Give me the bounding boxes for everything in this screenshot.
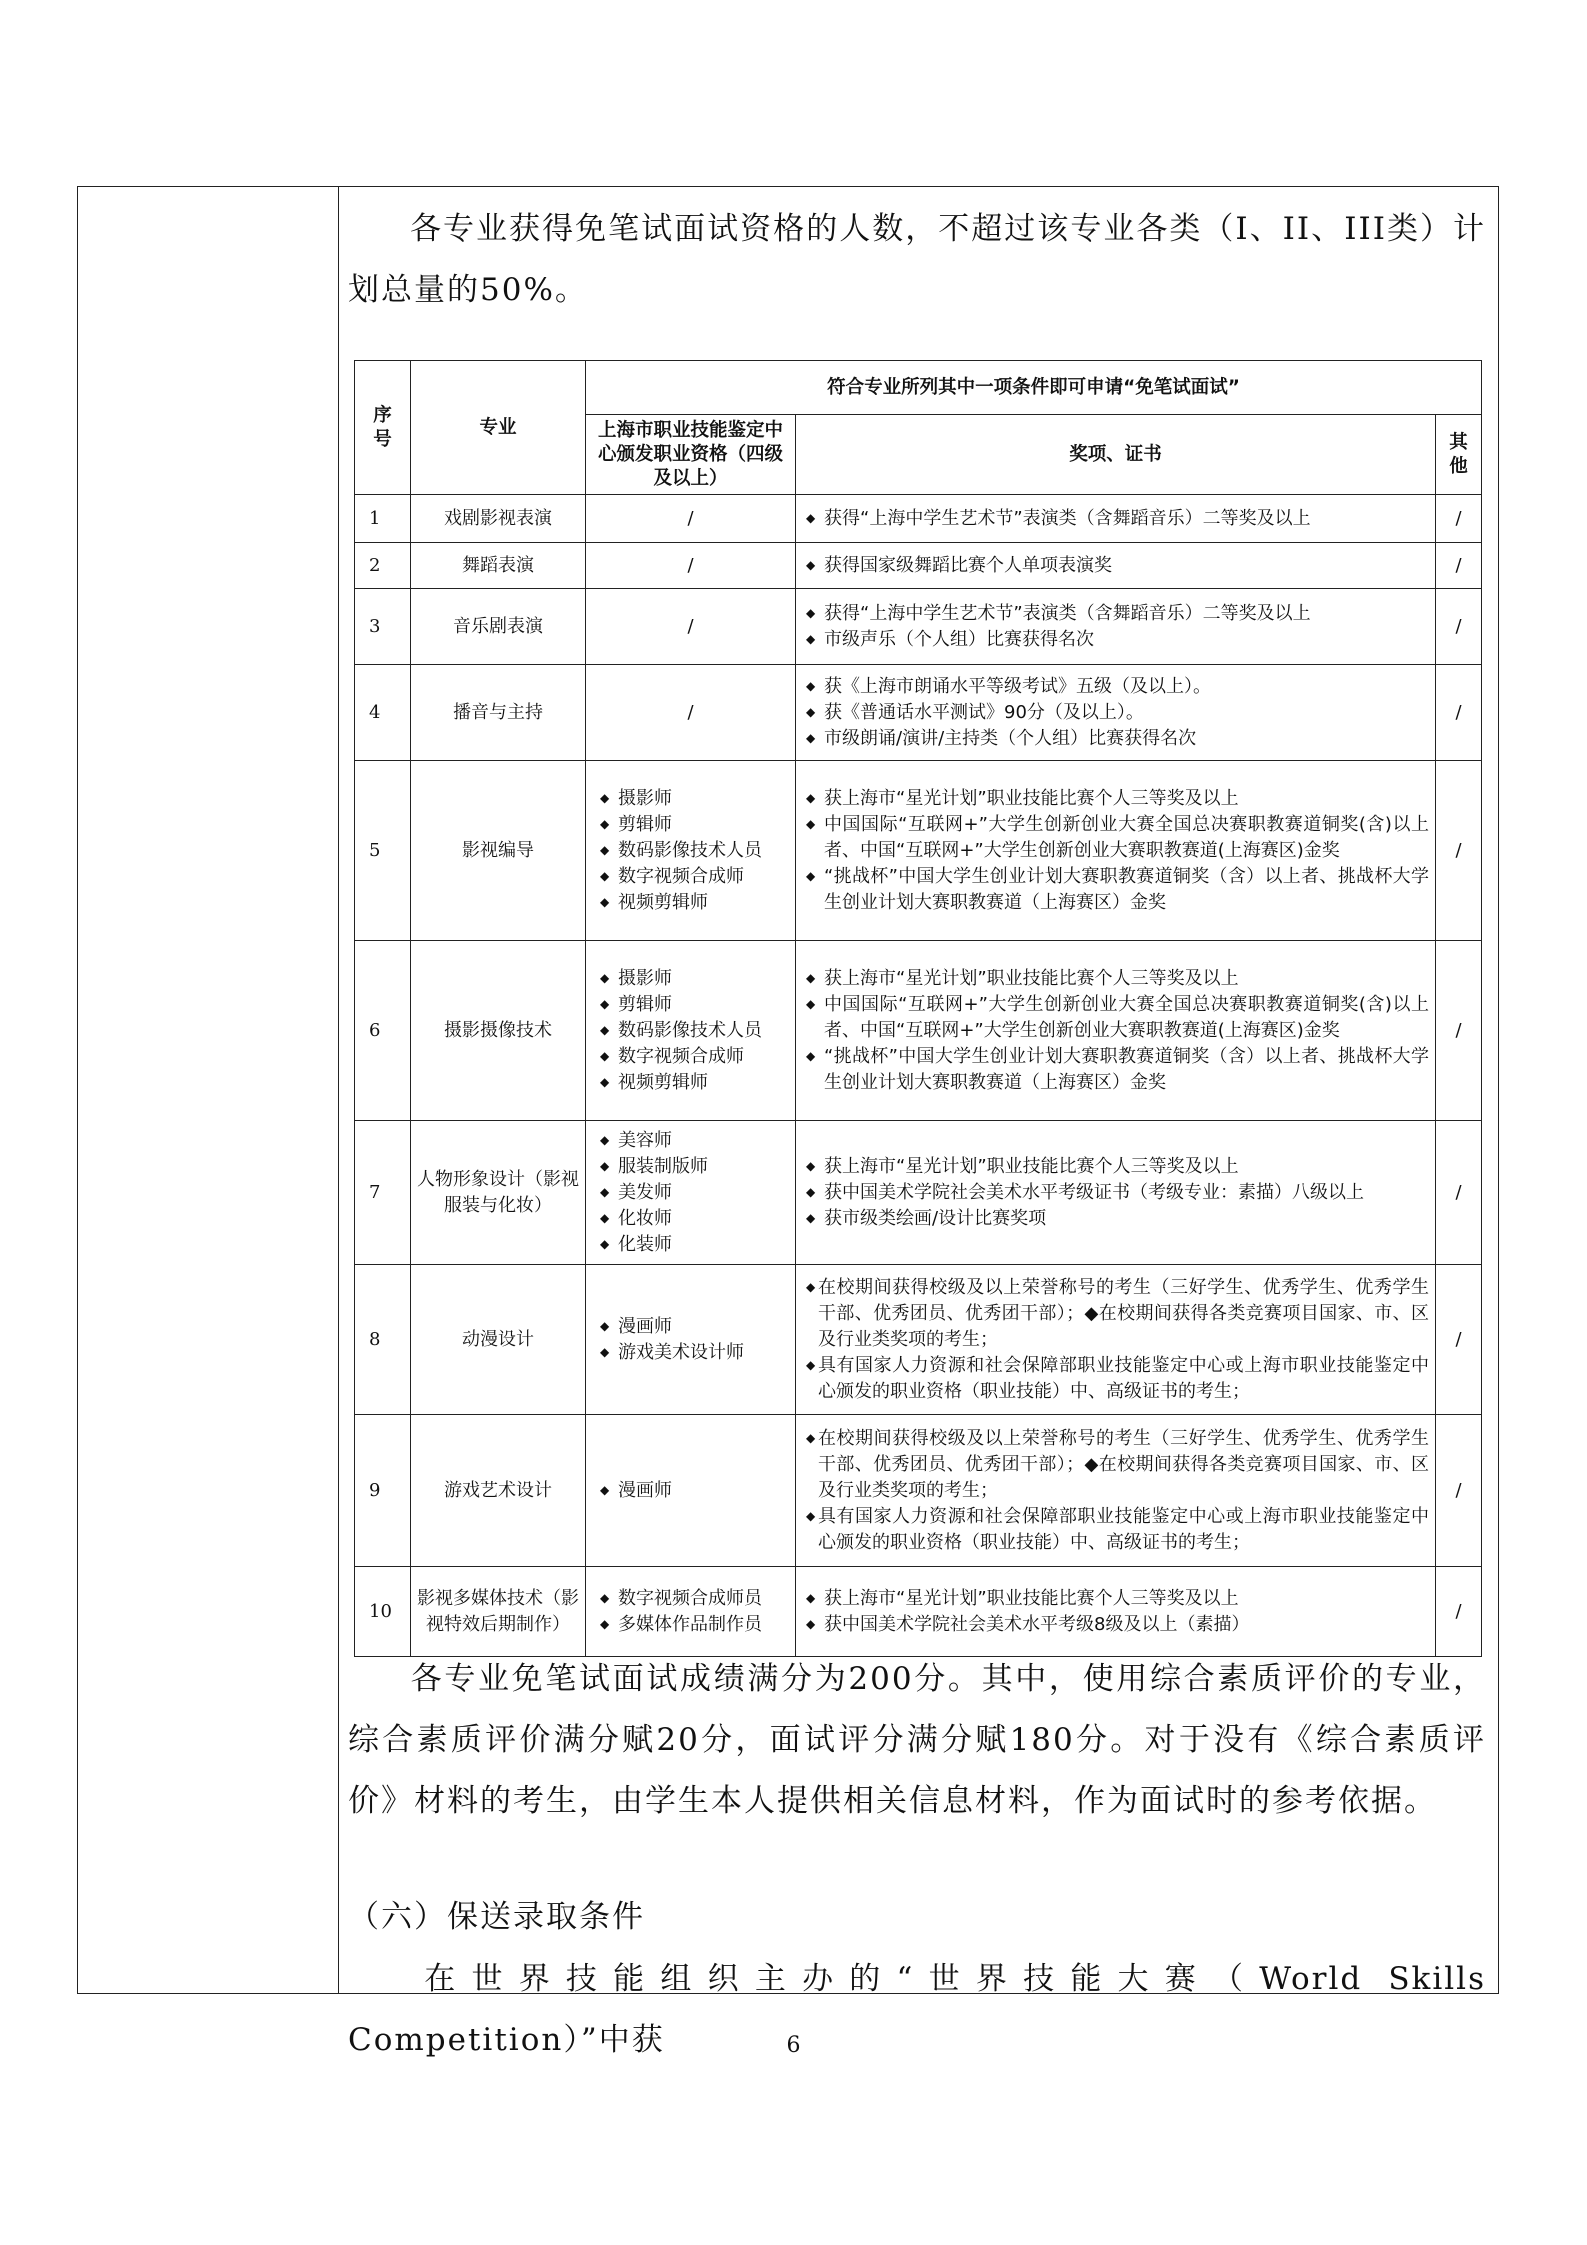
header-group: 符合专业所列其中一项条件即可申请“免笔试面试” xyxy=(586,361,1482,415)
section-heading: （六）保送录取条件 xyxy=(348,1899,645,1935)
qualification-list xyxy=(600,1314,789,1366)
row-major: 舞蹈表演 xyxy=(411,543,586,589)
list-item: ◆ 获得国家级舞蹈比赛个人单项表演奖 xyxy=(806,553,1429,579)
header-awards: 奖项、证书 xyxy=(796,415,1436,495)
list-item: ◆ 获《普通话水平测试》90分（及以上）。 xyxy=(806,700,1429,726)
row-other: / xyxy=(1436,665,1482,761)
list-item: ◆ 获中国美术学院社会美术水平考级8级及以上（素描） xyxy=(806,1612,1429,1638)
row-number: 2 xyxy=(355,543,411,589)
row-awards xyxy=(796,1415,1436,1567)
row-number: 7 xyxy=(355,1121,411,1265)
awards-list xyxy=(806,1275,1429,1405)
awards-list xyxy=(806,506,1429,532)
row-qualification xyxy=(586,1121,796,1265)
row-qualification xyxy=(586,1265,796,1415)
list-item: ◆ 获上海市“星光计划”职业技能比赛个人三等奖及以上 xyxy=(806,1154,1429,1180)
list-item: ◆ “挑战杯”中国大学生创业计划大赛职教赛道铜奖（含）以上者、挑战杯大学生创业计划大赛职教赛道（上海赛区）金奖 xyxy=(806,864,1429,916)
qualification-list xyxy=(600,786,789,916)
header-major: 专业 xyxy=(411,361,586,495)
list-item: ◆ 剪辑师 xyxy=(600,992,789,1018)
table-row xyxy=(355,589,1482,665)
table-row xyxy=(355,761,1482,941)
row-awards xyxy=(796,1567,1436,1657)
list-item: ◆ 视频剪辑师 xyxy=(600,1070,789,1096)
left-column-divider xyxy=(338,187,339,1993)
list-item: ◆ 获《上海市朗诵水平等级考试》五级（及以上）。 xyxy=(806,674,1429,700)
row-other: / xyxy=(1436,543,1482,589)
awards-list xyxy=(806,966,1429,1096)
table-body xyxy=(355,495,1482,1657)
row-number: 4 xyxy=(355,665,411,761)
list-item: ◆ 中国国际“互联网+”大学生创新创业大赛全国总决赛职教赛道铜奖(含)以上者、中国“互联网+”大学生创新创业大赛职教赛道(上海赛区)金奖 xyxy=(806,992,1429,1044)
table-row xyxy=(355,1265,1482,1415)
score-paragraph: 各专业免笔试面试成绩满分为200分。其中，使用综合素质评价的专业，综合素质评价满分赋20分，面试评分满分赋180分。对于没有《综合素质评价》材料的考生，由学生本人提供相关信息材料，作为面试时的参考依据。 xyxy=(348,1661,1486,1819)
qualification-list xyxy=(600,1478,789,1504)
header-qual: 上海市职业技能鉴定中心颁发职业资格（四级及以上） xyxy=(586,415,796,495)
row-other: / xyxy=(1436,589,1482,665)
row-number: 8 xyxy=(355,1265,411,1415)
list-item: ◆ 数字视频合成师 xyxy=(600,864,789,890)
row-number: 3 xyxy=(355,589,411,665)
list-item: ◆ 在校期间获得校级及以上荣誉称号的考生（三好学生、优秀学生、优秀学生干部、优秀团员、优秀团干部）；◆在校期间获得各类竞赛项目国家、市、区及行业类奖项的考生； xyxy=(806,1275,1429,1353)
list-item: ◆ 数字视频合成师员 xyxy=(600,1586,789,1612)
row-major: 戏剧影视表演 xyxy=(411,495,586,543)
awards-list xyxy=(806,1426,1429,1556)
table-row xyxy=(355,941,1482,1121)
qualification-list xyxy=(600,1128,789,1258)
row-awards xyxy=(796,495,1436,543)
page-number: 6 xyxy=(786,2033,801,2058)
list-item: ◆ 具有国家人力资源和社会保障部职业技能鉴定中心或上海市职业技能鉴定中心颁发的职业资格（职业技能）中、高级证书的考生； xyxy=(806,1353,1429,1405)
qualification-list xyxy=(600,1586,789,1638)
list-item: ◆ 摄影师 xyxy=(600,786,789,812)
row-number: 9 xyxy=(355,1415,411,1567)
list-item: ◆ 获上海市“星光计划”职业技能比赛个人三等奖及以上 xyxy=(806,786,1429,812)
list-item: ◆ 化妆师 xyxy=(600,1206,789,1232)
list-item: ◆ 获上海市“星光计划”职业技能比赛个人三等奖及以上 xyxy=(806,1586,1429,1612)
section-paragraph: 在世界技能组织主办的“世界技能大赛（World Skills Competition）”中获 xyxy=(348,1961,1486,2058)
list-item: ◆ 中国国际“互联网+”大学生创新创业大赛全国总决赛职教赛道铜奖(含)以上者、中国“互联网+”大学生创新创业大赛职教赛道(上海赛区)金奖 xyxy=(806,812,1429,864)
list-item: ◆ 服装制版师 xyxy=(600,1154,789,1180)
list-item: ◆ 美容师 xyxy=(600,1128,789,1154)
list-item: ◆ 视频剪辑师 xyxy=(600,890,789,916)
list-item: ◆ 美发师 xyxy=(600,1180,789,1206)
list-item: ◆ 市级声乐（个人组）比赛获得名次 xyxy=(806,627,1429,653)
row-major: 动漫设计 xyxy=(411,1265,586,1415)
row-qualification: / xyxy=(586,495,796,543)
list-item: ◆ 具有国家人力资源和社会保障部职业技能鉴定中心或上海市职业技能鉴定中心颁发的职业资格（职业技能）中、高级证书的考生； xyxy=(806,1504,1429,1556)
list-item: ◆ 获上海市“星光计划”职业技能比赛个人三等奖及以上 xyxy=(806,966,1429,992)
row-awards xyxy=(796,941,1436,1121)
row-number: 1 xyxy=(355,495,411,543)
row-awards xyxy=(796,665,1436,761)
row-number: 6 xyxy=(355,941,411,1121)
list-item: ◆ 数字视频合成师 xyxy=(600,1044,789,1070)
row-qualification: / xyxy=(586,543,796,589)
list-item: ◆ 数码影像技术人员 xyxy=(600,838,789,864)
table-row xyxy=(355,1567,1482,1657)
awards-list xyxy=(806,1586,1429,1638)
table-row xyxy=(355,1415,1482,1567)
list-item: ◆ “挑战杯”中国大学生创业计划大赛职教赛道铜奖（含）以上者、挑战杯大学生创业计划大赛职教赛道（上海赛区）金奖 xyxy=(806,1044,1429,1096)
row-number: 5 xyxy=(355,761,411,941)
row-major: 摄影摄像技术 xyxy=(411,941,586,1121)
row-qualification xyxy=(586,1567,796,1657)
qualification-list xyxy=(600,966,789,1096)
row-awards xyxy=(796,543,1436,589)
row-other: / xyxy=(1436,941,1482,1121)
row-major: 人物形象设计（影视服装与化妆） xyxy=(411,1121,586,1265)
row-awards xyxy=(796,761,1436,941)
list-item: ◆ 数码影像技术人员 xyxy=(600,1018,789,1044)
row-other: / xyxy=(1436,1415,1482,1567)
list-item: ◆ 获中国美术学院社会美术水平考级证书（考级专业：素描）八级以上 xyxy=(806,1180,1429,1206)
list-item: ◆ 获市级类绘画/设计比赛奖项 xyxy=(806,1206,1429,1232)
row-other: / xyxy=(1436,1121,1482,1265)
row-other: / xyxy=(1436,495,1482,543)
table-row xyxy=(355,1121,1482,1265)
header-other: 其他 xyxy=(1436,415,1482,495)
list-item: ◆ 剪辑师 xyxy=(600,812,789,838)
row-qualification: / xyxy=(586,589,796,665)
awards-list xyxy=(806,553,1429,579)
list-item: ◆ 摄影师 xyxy=(600,966,789,992)
row-qualification xyxy=(586,1415,796,1567)
list-item: ◆ 游戏美术设计师 xyxy=(600,1340,789,1366)
list-item: ◆ 多媒体作品制作员 xyxy=(600,1612,789,1638)
row-major: 影视多媒体技术（影视特效后期制作） xyxy=(411,1567,586,1657)
row-major: 游戏艺术设计 xyxy=(411,1415,586,1567)
table-row xyxy=(355,543,1482,589)
list-item: ◆ 获得“上海中学生艺术节”表演类（含舞蹈音乐）二等奖及以上 xyxy=(806,506,1429,532)
row-other: / xyxy=(1436,1567,1482,1657)
row-qualification: / xyxy=(586,665,796,761)
list-item: ◆ 漫画师 xyxy=(600,1478,789,1504)
list-item: ◆ 在校期间获得校级及以上荣誉称号的考生（三好学生、优秀学生、优秀学生干部、优秀团员、优秀团干部）；◆在校期间获得各类竞赛项目国家、市、区及行业类奖项的考生； xyxy=(806,1426,1429,1504)
row-major: 音乐剧表演 xyxy=(411,589,586,665)
row-major: 播音与主持 xyxy=(411,665,586,761)
row-qualification xyxy=(586,941,796,1121)
exemption-table xyxy=(354,360,1482,1657)
awards-list xyxy=(806,601,1429,653)
row-other: / xyxy=(1436,1265,1482,1415)
row-qualification xyxy=(586,761,796,941)
intro-paragraph: 各专业获得免笔试面试资格的人数，不超过该专业各类（I、II、III类）计划总量的50%。 xyxy=(348,211,1486,308)
list-item: ◆ 漫画师 xyxy=(600,1314,789,1340)
row-other: / xyxy=(1436,761,1482,941)
header-no: 序号 xyxy=(355,361,411,495)
list-item: ◆ 化装师 xyxy=(600,1232,789,1258)
list-item: ◆ 获得“上海中学生艺术节”表演类（含舞蹈音乐）二等奖及以上 xyxy=(806,601,1429,627)
row-awards xyxy=(796,1121,1436,1265)
list-item: ◆ 市级朗诵/演讲/主持类（个人组）比赛获得名次 xyxy=(806,726,1429,752)
row-awards xyxy=(796,589,1436,665)
awards-list xyxy=(806,1154,1429,1232)
awards-list xyxy=(806,674,1429,752)
row-awards xyxy=(796,1265,1436,1415)
row-number: 10 xyxy=(355,1567,411,1657)
table-row xyxy=(355,495,1482,543)
awards-list xyxy=(806,786,1429,916)
table-row xyxy=(355,665,1482,761)
row-major: 影视编导 xyxy=(411,761,586,941)
